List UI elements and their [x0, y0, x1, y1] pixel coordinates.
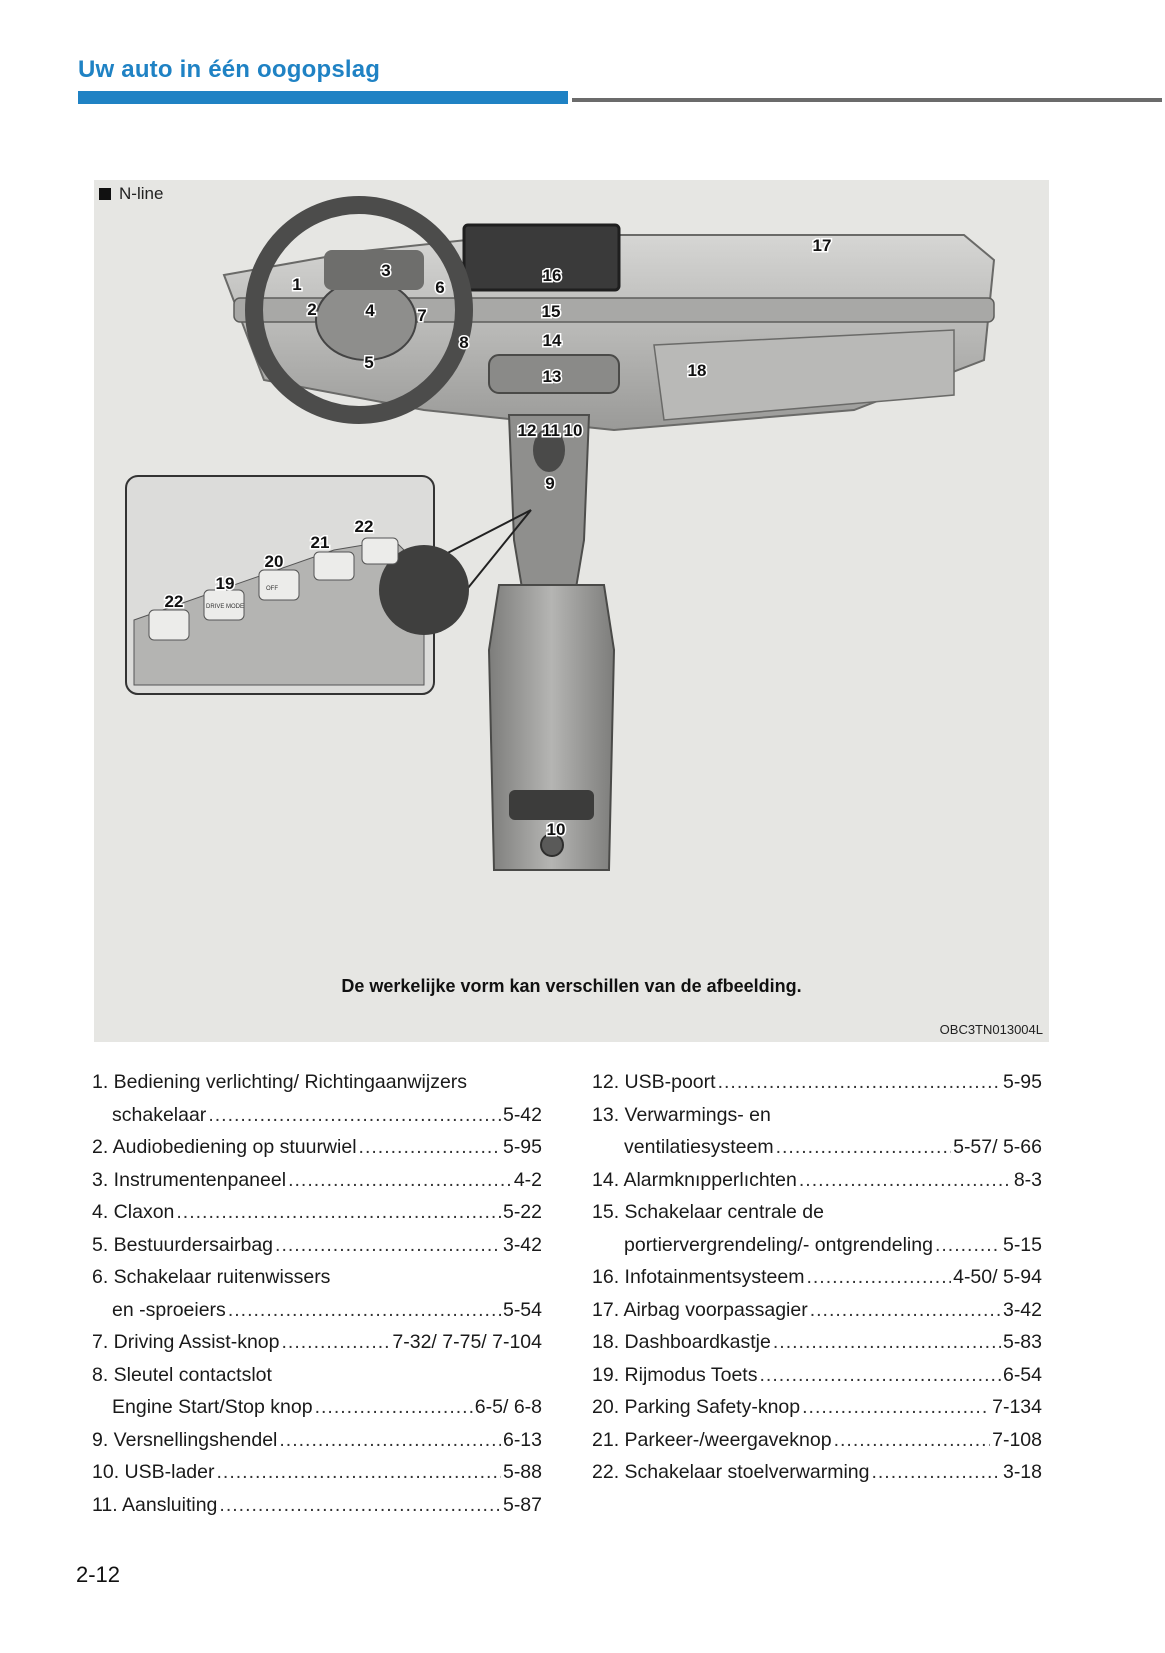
dot-leader — [871, 1456, 1001, 1489]
page-ref: 5-83 — [1002, 1331, 1042, 1353]
page-ref: 7-32/ 7-75/ 7-104 — [392, 1331, 542, 1353]
callout-4: 4 — [365, 301, 375, 320]
dot-leader — [208, 1099, 501, 1132]
list-item — [592, 1164, 1042, 1197]
item-text: 14. Alarmknıpperlıchten — [592, 1168, 797, 1191]
dot-leader — [315, 1391, 473, 1424]
item-text: 19. Rijmodus Toets — [592, 1363, 758, 1386]
item-text: 7. Driving Assist-knop — [92, 1331, 280, 1353]
callout-1: 1 — [292, 275, 302, 294]
drive-mode-label: DRIVE MODE — [206, 604, 245, 610]
title-bar-accent — [78, 91, 568, 104]
callout-17: 17 — [812, 236, 832, 255]
callout-3: 3 — [381, 261, 391, 280]
item-text: portiervergrendeling/- ontgrendeling — [624, 1233, 933, 1256]
list-item — [92, 1261, 542, 1326]
dot-leader — [279, 1424, 501, 1457]
list-item — [592, 1456, 1042, 1489]
list-item — [92, 1359, 542, 1424]
list-item — [92, 1456, 542, 1489]
callout-2: 2 — [307, 300, 317, 319]
callout-7: 7 — [417, 306, 427, 325]
dot-leader — [935, 1229, 1001, 1262]
callout-8: 8 — [459, 333, 469, 352]
callout-9: 9 — [545, 474, 555, 493]
page-ref: 4-2 — [513, 1168, 542, 1191]
item-text: 4. Claxon — [92, 1201, 175, 1223]
item-text: 6. Schakelaar ruitenwissers — [92, 1266, 331, 1288]
callout-21: 21 — [310, 533, 330, 552]
callout-14: 14 — [542, 331, 562, 350]
item-text: 18. Dashboardkastje — [592, 1331, 771, 1353]
page-ref: 3-18 — [1002, 1461, 1042, 1483]
variant-label-text: N-line — [119, 184, 164, 203]
item-text: 17. Airbag voorpassagier — [592, 1298, 808, 1321]
page-ref: 5-54 — [502, 1298, 542, 1321]
dashboard-figure — [94, 180, 1049, 1042]
dot-leader — [773, 1326, 1001, 1359]
page-ref: 5-15 — [1002, 1233, 1042, 1256]
list-item — [92, 1196, 542, 1229]
dot-leader — [810, 1294, 1001, 1327]
dot-leader — [759, 1359, 1000, 1392]
callout-18: 18 — [687, 361, 707, 380]
list-item — [92, 1326, 542, 1359]
item-text: 9. Versnellingshendel — [92, 1428, 278, 1451]
list-item — [592, 1424, 1042, 1457]
inset-button — [259, 570, 299, 600]
list-item — [592, 1099, 1042, 1164]
item-text: Engine Start/Stop knop — [112, 1396, 313, 1418]
page-ref: 6-13 — [502, 1428, 542, 1451]
item-text: 2. Audiobediening op stuurwiel — [92, 1136, 357, 1158]
dot-leader — [359, 1131, 501, 1164]
component-list-right — [592, 1066, 1042, 1489]
dashboard-illustration — [94, 180, 1049, 970]
component-list-left — [92, 1066, 542, 1521]
list-item — [92, 1489, 542, 1522]
page-ref: 4-50/ 5-94 — [953, 1266, 1042, 1288]
item-text: 11. Aansluiting — [92, 1493, 218, 1516]
item-text: 3. Instrumentenpaneel — [92, 1168, 287, 1191]
page-ref: 5-22 — [502, 1201, 542, 1223]
image-code: OBC3TN013004L — [939, 1022, 1043, 1037]
item-text: 10. USB-lader — [92, 1461, 215, 1483]
dot-leader — [799, 1164, 1012, 1197]
dot-leader — [834, 1424, 991, 1457]
item-text: 21. Parkeer-/weergaveknop — [592, 1428, 832, 1451]
page-number: 2-12 — [76, 1562, 121, 1587]
callout-22b: 22 — [354, 517, 374, 536]
list-item — [592, 1359, 1042, 1392]
callout-5: 5 — [364, 353, 374, 372]
item-text: schakelaar — [112, 1103, 207, 1126]
list-item — [92, 1424, 542, 1457]
dot-leader — [802, 1391, 990, 1424]
parking-off-label: OFF — [266, 586, 278, 592]
page-ref: 5-87 — [502, 1493, 542, 1516]
callout-12: 12 — [517, 421, 537, 440]
page-ref: 5-88 — [502, 1461, 542, 1483]
instrument-cluster — [324, 250, 424, 290]
page-ref: 3-42 — [1002, 1298, 1042, 1321]
page-ref: 3-42 — [502, 1233, 542, 1256]
callout-19: 19 — [215, 574, 235, 593]
section-title: Uw auto in één oogopslag — [78, 56, 381, 83]
dot-leader — [219, 1489, 501, 1522]
page-ref: 8-3 — [1013, 1168, 1042, 1191]
page-ref: 6-54 — [1002, 1363, 1042, 1386]
inset-button — [149, 610, 189, 640]
dot-leader — [776, 1131, 952, 1164]
list-item — [592, 1066, 1042, 1099]
item-text: 22. Schakelaar stoelverwarming — [592, 1461, 870, 1483]
callout-10: 10 — [563, 421, 583, 440]
item-text: 5. Bestuurdersairbag — [92, 1233, 274, 1256]
callout-15: 15 — [541, 302, 561, 321]
page-ref: 5-57/ 5-66 — [953, 1136, 1042, 1158]
list-item — [92, 1229, 542, 1262]
title-bar-rule — [572, 98, 1162, 102]
page-ref: 5-95 — [502, 1136, 542, 1158]
dot-leader — [228, 1294, 501, 1327]
dot-leader — [176, 1196, 501, 1229]
item-text: 8. Sleutel contactslot — [92, 1363, 272, 1386]
list-item — [592, 1294, 1042, 1327]
page-ref: 5-42 — [502, 1103, 542, 1126]
dot-leader — [282, 1326, 391, 1359]
infotainment-screen — [464, 225, 619, 290]
callout-11: 11 — [542, 421, 560, 440]
item-text: ventilatiesysteem — [624, 1136, 774, 1158]
item-text: 1. Bediening verlichting/ Richtingaanwijzers — [92, 1071, 468, 1093]
item-text: 15. Schakelaar centrale de — [592, 1201, 824, 1223]
inset-button — [362, 538, 398, 564]
item-text: 16. Infotainmentsysteem — [592, 1266, 805, 1288]
item-text: en -sproeiers — [112, 1298, 226, 1321]
list-item — [92, 1164, 542, 1197]
list-item — [92, 1131, 542, 1164]
callout-22: 22 — [164, 592, 184, 611]
callout-13: 13 — [542, 367, 562, 386]
list-item — [592, 1391, 1042, 1424]
callout-20: 20 — [264, 552, 284, 571]
list-item — [92, 1066, 542, 1131]
item-text: 12. USB-poort — [592, 1071, 716, 1093]
steering-hub — [316, 280, 416, 360]
dot-leader — [806, 1261, 951, 1294]
callout-16: 16 — [542, 266, 562, 285]
dot-leader — [288, 1164, 512, 1197]
console-tray — [509, 790, 594, 820]
dot-leader — [216, 1456, 500, 1489]
page-ref: 5-95 — [1002, 1071, 1042, 1093]
page-ref: 6-5/ 6-8 — [474, 1396, 542, 1418]
list-item — [592, 1261, 1042, 1294]
dot-leader — [275, 1229, 501, 1262]
dot-leader — [718, 1066, 1001, 1099]
item-text: 13. Verwarmings- en — [592, 1103, 771, 1126]
list-item — [592, 1326, 1042, 1359]
inset-button — [314, 552, 354, 580]
item-text: 20. Parking Safety-knop — [592, 1396, 801, 1418]
callout-6: 6 — [435, 278, 445, 297]
figure-caption: De werkelijke vorm kan verschillen van de afbeelding. — [341, 976, 802, 996]
callout-10b: 10 — [546, 820, 566, 839]
page-ref: 7-108 — [992, 1428, 1042, 1451]
list-item — [592, 1196, 1042, 1261]
page-ref: 7-134 — [992, 1396, 1042, 1418]
